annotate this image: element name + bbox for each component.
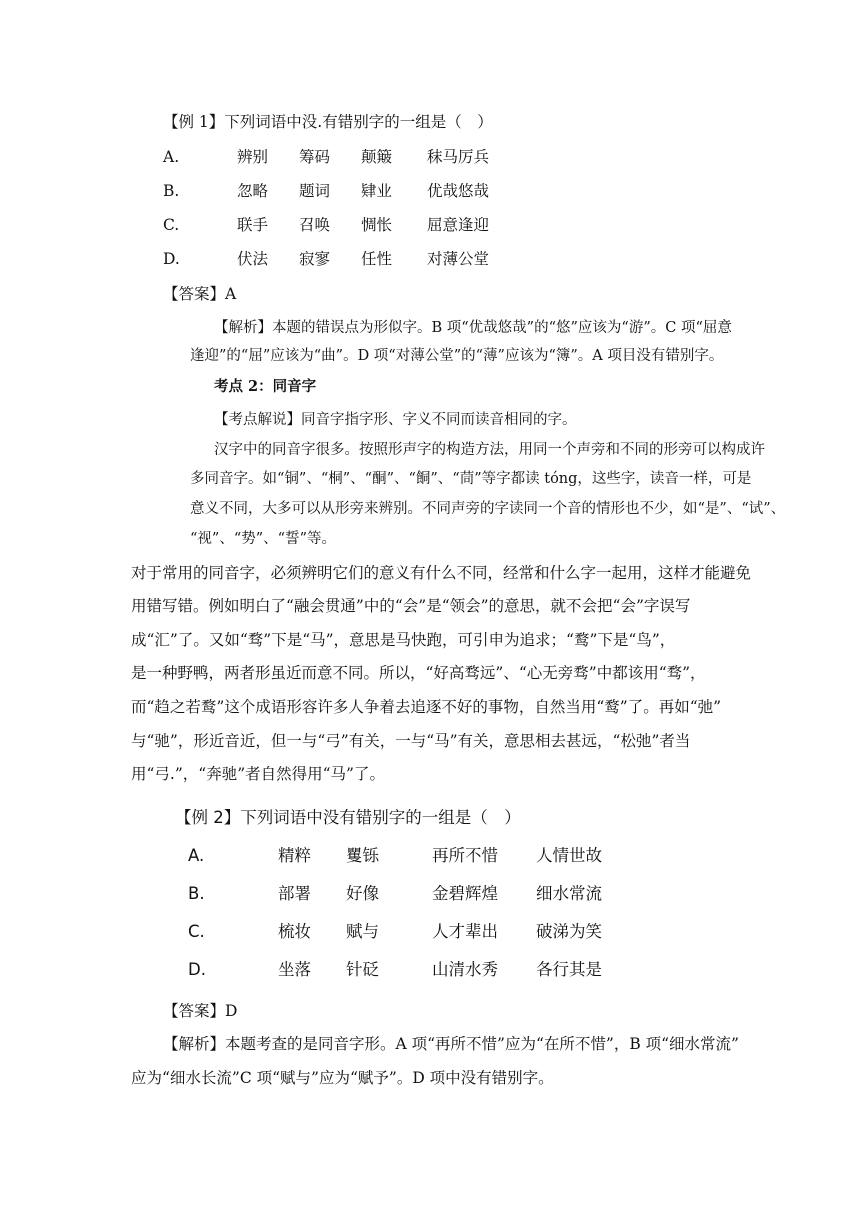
paragraph2-line: 用错写错。例如明白了“融会贯通”中的“会”是“领会”的意思，就不会把“会”字误写 (131, 597, 691, 615)
section-heading: 考点 2：同音字 (214, 378, 317, 395)
example1-option-d: D. 伏法 寂寥 任性 对薄公堂 (163, 250, 490, 268)
example2-analysis-line-1: 【解析】本题考查的是同音字形。A 项“再所不惜”应为“在所不惜”，B 项“细水常流” (163, 1035, 739, 1053)
example1-analysis-line-2: 逢迎”的“屈”应该为“曲”。D 项“对薄公堂”的“薄”应该为“簿”。A 项目没有错别字。 (190, 348, 724, 364)
example2-answer: 【答案】D (163, 1002, 238, 1020)
example2-option-d: D. 坐落 针砭 山清水秀 各行其是 (188, 960, 602, 979)
example1-option-a: A. 辨别 筹码 颠簸 秣马厉兵 (163, 148, 490, 166)
example1-option-c: C. 联手 召唤 惆怅 屈意逢迎 (163, 216, 490, 234)
paragraph1-line: 汉字中的同音字很多。按照形声字的构造方法，用同一个声旁和不同的形旁可以构成许 (214, 442, 765, 458)
example2-option-a: A. 精粹 矍铄 再所不惜 人情世故 (188, 846, 602, 865)
paragraph2-line: 用“弓.”，“奔驰”者自然得用“马”了。 (131, 765, 385, 783)
example1-answer: 【答案】A (163, 285, 237, 303)
example2-option-c: C. 梳妆 赋与 人才辈出 破涕为笑 (188, 922, 602, 941)
paragraph2-line: 成“汇”了。又如“骛”下是“马”，意思是马快跑，可引申为追求；“鹜”下是“鸟”， (131, 631, 676, 649)
example1-option-b: B. 忽略 题词 肄业 优哉悠哉 (163, 182, 490, 200)
paragraph1-line: 多同音字。如“铜”、“桐”、“酮”、“餇”、“茼”等字都读 tóng，这些字，读音一样，可是 (190, 471, 752, 487)
section-definition: 【考点解说】同音字指字形、字义不同而读音相同的字。 (214, 412, 577, 428)
paragraph1-line: “视”、“势”、“誓”等。 (190, 531, 336, 547)
paragraph2-line: 而“趋之若鹜”这个成语形容许多人争着去追逐不好的事物，自然当用“鹜”了。再如“弛” (131, 698, 722, 716)
paragraph2-line: 是一种野鸭，两者形虽近而意不同。所以，“好高骛远”、“心无旁骛”中都该用“骛”， (131, 664, 706, 682)
paragraph2-line: 对于常用的同音字，必须辨明它们的意义有什么不同，经常和什么字一起用，这样才能避免 (131, 564, 752, 582)
example2-option-b: B. 部署 好像 金碧辉煌 细水常流 (188, 884, 602, 903)
example2-analysis-line-2: 应为“细水长流”C 项“赋与”应为“赋予”。D 项中没有错别字。 (131, 1069, 554, 1087)
paragraph2-line: 与“驰”，形近音近，但一与“弓”有关，一与“马”有关，意思相去甚远，“松弛”者当 (131, 732, 691, 750)
example2-question: 【例 2】下列词语中没有错别字的一组是（ ） (175, 808, 521, 827)
example1-analysis-line-1: 【解析】本题的错误点为形似字。B 项“优哉悠哉”的“悠”应该为“游”。C 项“屈意 (214, 320, 732, 336)
example1-question: 【例 1】下列词语中没.有错别字的一组是（ ） (163, 113, 493, 131)
paragraph1-line: 意义不同，大多可以从形旁来辨别。不同声旁的字读同一个音的情形也不少，如“是”、“试”、 (190, 501, 786, 517)
